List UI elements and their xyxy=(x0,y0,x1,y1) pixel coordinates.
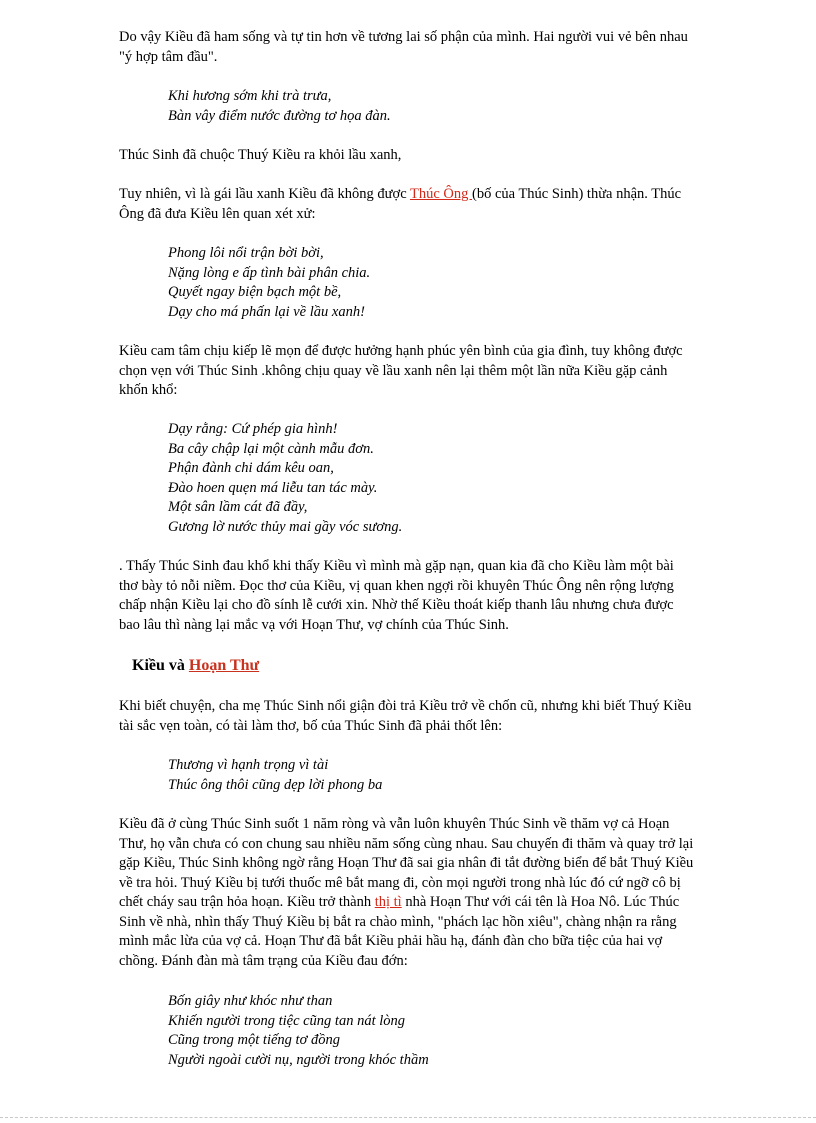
thi-ti-link[interactable]: thị tì xyxy=(374,894,402,910)
paragraph-line: thơ bày tỏ nỗi niềm. Đọc thơ của Kiều, vị quan khen ngợi rồi khuyên Thúc Ông nên rộng lượng xyxy=(119,577,674,594)
verse-line: Thương vì hạnh trọng vì tài xyxy=(168,757,329,773)
paragraph-3 xyxy=(119,185,754,224)
text-span: (bố của Thúc Sinh) thừa nhận. Thúc xyxy=(472,186,682,202)
paragraph-line: Sinh về nhà, nhìn thấy Thuý Kiều bị bắt ra chào mình, "phách lạc hồn xiêu", chàng nhận ra rằng xyxy=(119,913,677,930)
paragraph-line: Thư, họ vẫn chưa có con chung sau nhiều năm sống cùng nhau. Sau chuyến đi thăm và quay trở lại xyxy=(119,835,694,852)
paragraph-line: Kiều đã ở cùng Thúc Sinh suốt 1 năm ròng và vẫn luôn khuyên Thúc Sinh về thăm vợ cả Hoạn xyxy=(119,816,670,832)
verse-line: Bàn vây điểm nước đường tơ họa đàn. xyxy=(168,107,391,124)
section-heading xyxy=(132,655,259,677)
text-span: nhà Hoạn Thư với cái tên là Hoa Nô. Lúc Thúc xyxy=(401,894,680,910)
verse-line: Phận đành chi dám kêu oan, xyxy=(168,460,334,476)
verse-2 xyxy=(168,244,668,322)
thuc-ong-link[interactable]: Thúc Ông xyxy=(410,186,473,202)
paragraph-line: chấp nhận Kiều lại cho đồ sính lễ cưới xin. Nhờ thế Kiều thoát kiếp thanh lâu nhưng chưa được xyxy=(119,597,674,613)
verse-line: Phong lôi nổi trận bời bời, xyxy=(168,245,324,261)
paragraph-5 xyxy=(119,557,754,635)
page-break-rule xyxy=(0,1117,816,1118)
paragraph-line: chọn vẹn với Thúc Sinh .không chịu quay về lầu xanh nên lại thêm một lần nữa Kiều gặp cảnh xyxy=(119,362,668,379)
paragraph-line: gặp Kiều, Thúc Sinh không ngờ rằng Hoạn Thư đã sai gia nhân đi tắt đường biển để bắt Thuý Kiều xyxy=(119,855,694,871)
verse-1 xyxy=(168,87,668,126)
paragraph-line: chồng. Đánh đàn mà tâm trạng của Kiều đau đớn: xyxy=(119,952,408,969)
verse-line: Đào hoen quẹn má liễu tan tác mày. xyxy=(168,479,378,496)
verse-line: Dạy rằng: Cứ phép gia hình! xyxy=(168,421,338,437)
verse-line: Thúc ông thôi cũng dẹp lời phong ba xyxy=(168,776,383,793)
verse-line: Người ngoài cười nụ, người trong khóc thầm xyxy=(168,1051,429,1068)
heading-text: Kiều và xyxy=(132,657,189,674)
paragraph-line: mình mắc lừa của vợ cả. Hoạn Thư đã bắt Kiều phải hầu hạ, đánh đàn cho bữa tiệc của hai vợ xyxy=(119,933,663,949)
verse-5 xyxy=(168,992,668,1070)
verse-line: Gương lờ nước thủy mai gầy vóc sương. xyxy=(168,518,403,535)
paragraph-line: Thúc Sinh đã chuộc Thuý Kiều ra khỏi lầu xanh, xyxy=(119,147,402,163)
paragraph-line: Kiều cam tâm chịu kiếp lẽ mọn để được hưởng hạnh phúc yên bình của gia đình, tuy không được xyxy=(119,343,683,359)
verse-line: Ba cây chập lại một cành mẫu đơn. xyxy=(168,440,374,457)
paragraph-line: Khi biết chuyện, cha mẹ Thúc Sinh nổi giận đòi trả Kiều trở về chốn cũ, nhưng khi biết Thuý Kiều xyxy=(119,698,692,714)
verse-line: Quyết ngay biện bạch một bề, xyxy=(168,284,342,300)
text-span: chết cháy sau trận hỏa hoạn. Kiều trở thành xyxy=(119,894,375,910)
hoan-thu-link[interactable]: Hoạn Thư xyxy=(188,657,260,674)
paragraph-7 xyxy=(119,815,754,971)
text-span: Tuy nhiên, vì là gái lầu xanh Kiều đã không được xyxy=(119,186,410,202)
verse-line: Nặng lòng e ấp tình bài phân chia. xyxy=(168,264,371,281)
paragraph-2 xyxy=(119,146,754,166)
paragraph-line: bao lâu thì nàng lại mắc vạ với Hoạn Thư, vợ chính của Thúc Sinh. xyxy=(119,616,509,633)
verse-line: Khi hương sớm khi trà trưa, xyxy=(168,88,332,104)
paragraph-4 xyxy=(119,342,754,401)
verse-4 xyxy=(168,756,668,795)
paragraph-line: về tra hỏi. Thuý Kiều bị tưới thuốc mê bắt mang đi, còn mọi người trong nhà lúc đó cứ ngỡ cô bị xyxy=(119,874,681,891)
verse-line: Cũng trong một tiếng tơ đồng xyxy=(168,1032,340,1048)
verse-line: Khiến người trong tiệc cũng tan nát lòng xyxy=(168,1012,406,1029)
paragraph-line: Ông đã đưa Kiều lên quan xét xử: xyxy=(119,205,316,222)
paragraph-6 xyxy=(119,697,754,736)
paragraph-line: Do vậy Kiều đã ham sống và tự tin hơn về tương lai số phận của mình. Hai người vui vẻ bên nhau xyxy=(119,29,688,45)
paragraph-1 xyxy=(119,28,754,67)
paragraph-line: . Thấy Thúc Sinh đau khổ khi thấy Kiều vì mình mà gặp nạn, quan kia đã cho Kiều làm một bài xyxy=(119,558,674,574)
paragraph-line xyxy=(119,893,754,913)
verse-line: Bốn giây như khóc như than xyxy=(168,993,333,1009)
verse-3 xyxy=(168,420,668,537)
verse-line: Một sân lầm cát đã đầy, xyxy=(168,499,308,515)
paragraph-line: khốn khổ: xyxy=(119,382,178,398)
paragraph-line xyxy=(119,185,754,205)
paragraph-line: "ý hợp tâm đầu". xyxy=(119,48,218,65)
paragraph-line: tài sắc vẹn toàn, có tài làm thơ, bố của Thúc Sinh đã phải thốt lên: xyxy=(119,717,503,734)
verse-line: Dạy cho má phấn lại về lầu xanh! xyxy=(168,303,365,320)
